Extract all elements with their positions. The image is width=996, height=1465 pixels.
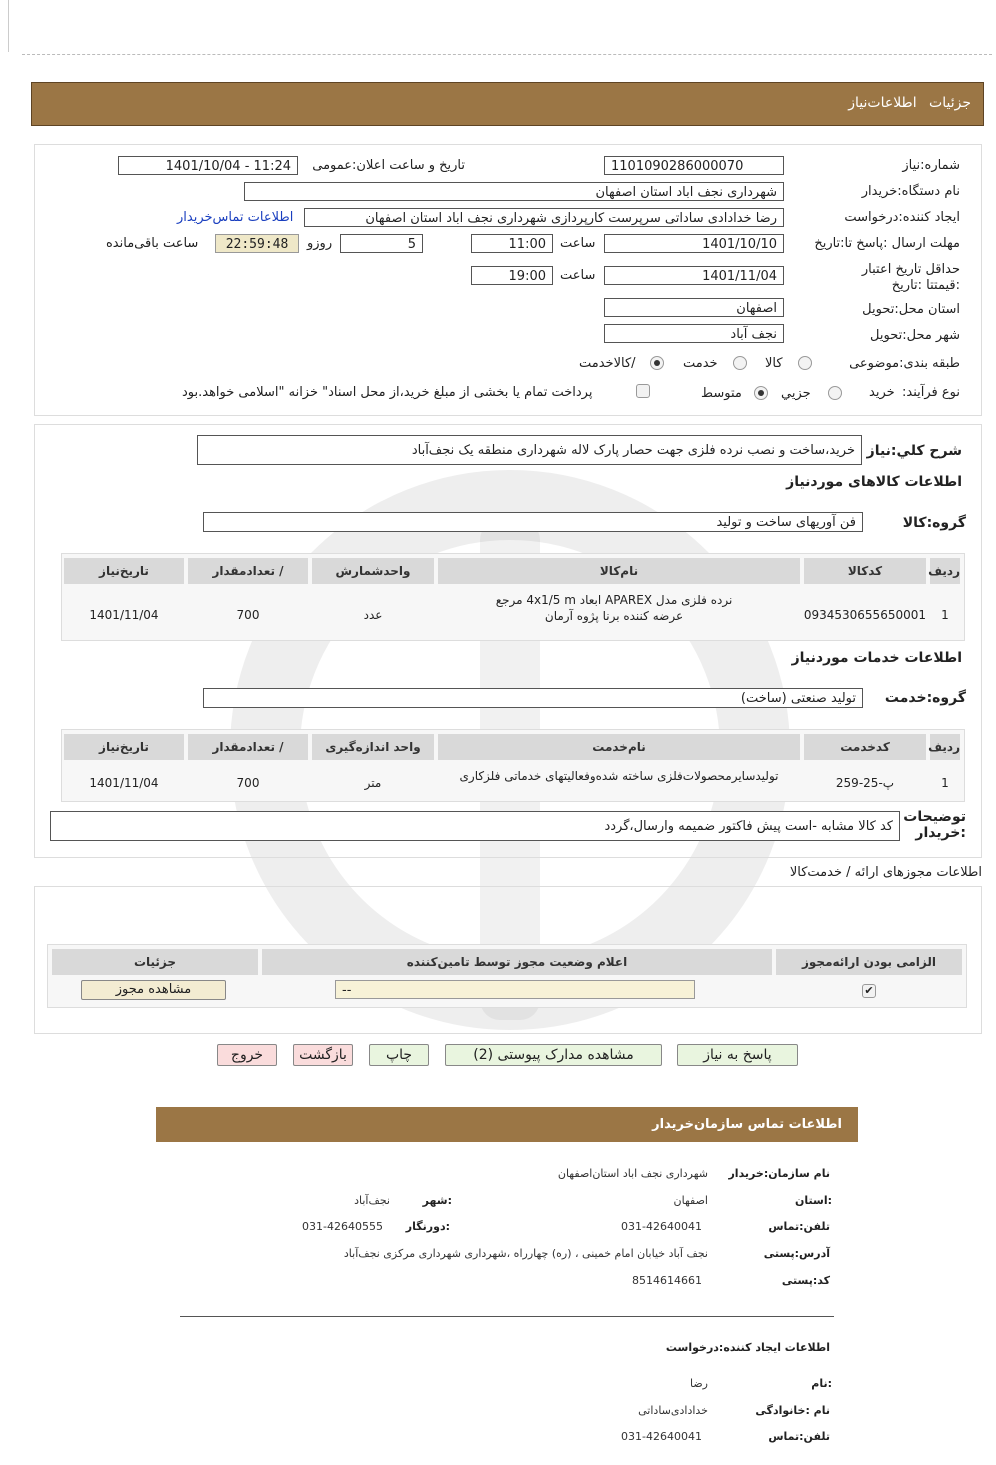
services-cell-row: 1 (941, 776, 949, 790)
buyer-org-field: شهرداری نجف اباد استان اصفهان (244, 182, 784, 201)
category-service-label: خدمت (683, 356, 718, 371)
contact-org-value: شهرداری نجف اباد استان‌اصفهان (557, 1167, 708, 1180)
process-minor-radio[interactable] (828, 386, 842, 400)
creator-name-value: رضا (689, 1377, 708, 1390)
services-col-date: تاریخ‌نیاز (64, 734, 184, 760)
reply-button[interactable]: پاسخ به نیاز (677, 1044, 798, 1066)
category-service-radio[interactable] (733, 356, 747, 370)
treasury-payment-checkbox[interactable] (636, 384, 650, 398)
process-medium-label: متوسط (701, 386, 742, 401)
days-label: روزو (307, 236, 333, 251)
contact-header-title: اطلاعات تماس سازمان‌خریدار (652, 1117, 842, 1132)
contact-city-label: :شهر (422, 1194, 452, 1207)
goods-cell-unit: عدد (363, 608, 383, 622)
goods-cell-code: 0934530655650001 (803, 608, 926, 622)
validity-date-field: 1401/11/04 (604, 266, 784, 285)
days-field: 5 (340, 234, 423, 253)
contact-province-value: اصفهان (673, 1194, 708, 1207)
category-goods-radio[interactable] (798, 356, 812, 370)
validity-label: حداقل تاریخ اعتبار :قیمتتا :تاریخ (861, 262, 960, 293)
top-divider (22, 54, 992, 55)
contact-phone-value: 031-42640041 (621, 1220, 702, 1233)
requester-label: ایجاد کننده:درخواست (844, 210, 960, 225)
services-col-name: نام‌خدمت (438, 734, 800, 760)
contact-phone-label: تلفن:تماس (768, 1220, 830, 1233)
contact-fax-label: :دورنگار (405, 1220, 450, 1233)
contact-fax-value: 031-42640555 (302, 1220, 383, 1233)
contact-postal-value: 8514614661 (632, 1274, 702, 1287)
services-col-qty: / تعدادمقدار (188, 734, 308, 760)
permits-table (47, 944, 967, 1008)
services-cell-code: پ-25-259 (835, 776, 895, 790)
buyer-contact-link[interactable]: اطلاعات تماس‌خریدار (177, 210, 294, 225)
requester-field: رضا خدادادی ساداتی سرپرست کارپردازی شهرداری نجف اباد استان اصفهان (304, 208, 784, 227)
validity-hour-label: ساعت (560, 268, 596, 283)
tab-need-info[interactable]: اطلاعات‌نیاز (848, 95, 917, 111)
left-edge-line (8, 0, 9, 52)
contact-org-label: نام سازمان:خریدار (728, 1167, 830, 1180)
category-both-label: /کالاخدمت (579, 356, 636, 371)
buyer-notes-label: توضیحات :خریدار (903, 809, 966, 841)
view-permit-button[interactable]: مشاهده مجوز (81, 980, 226, 1000)
validity-hour-field: 19:00 (471, 266, 553, 285)
deadline-date-field: 1401/10/10 (604, 234, 784, 253)
services-group-field: تولید صنعتی (ساخت) (203, 688, 863, 708)
announce-field: 1401/10/04 - 11:24 (118, 156, 298, 175)
contact-address-label: آدرس:پستی (763, 1247, 830, 1260)
tab-details[interactable]: جزئیات (929, 95, 971, 111)
creator-phone-label: تلفن:تماس (768, 1430, 830, 1443)
creator-phone-value: 031-42640041 (621, 1430, 702, 1443)
services-col-code: کدخدمت (804, 734, 926, 760)
creator-name-label: :نام (811, 1377, 832, 1390)
deadline-hour-label: ساعت (560, 236, 596, 251)
contact-city-value: نجف‌آباد (354, 1194, 390, 1207)
city-field: نجف آباد (604, 324, 784, 343)
description-field: خرید،ساخت و نصب نرده فلزی جهت حصار پارک لاله شهرداری منطقه یک نجف‌آباد (197, 435, 862, 465)
goods-col-code: کدکالا (804, 558, 926, 584)
permits-title: اطلاعات مجوزهای ارائه / خدمت‌کالا (789, 865, 982, 880)
services-cell-date: 1401/11/04 (89, 776, 159, 790)
goods-col-date: تاریخ‌نیاز (64, 558, 184, 584)
goods-table (61, 553, 965, 641)
services-cell-qty: 700 (236, 776, 260, 790)
services-title: اطلاعات خدمات مورد‌نیاز (791, 650, 962, 666)
attachments-button[interactable]: مشاهده مدارک پیوستی (2) (445, 1044, 662, 1066)
goods-col-unit: واحدشمارش (312, 558, 434, 584)
permit-required-checkbox: ✔ (862, 984, 876, 998)
description-label: شرح کلي:نیاز (866, 443, 962, 459)
category-label: طبقه بندی:موضوعی (849, 356, 960, 371)
goods-col-name: نام‌کالا (438, 558, 800, 584)
contact-divider (180, 1316, 834, 1317)
contact-postal-label: کد:پستی (781, 1274, 830, 1287)
goods-group-field: فن آوریهای ساخت و تولید (203, 512, 863, 532)
province-field: اصفهان (604, 298, 784, 317)
goods-col-row: ردیف (930, 558, 960, 584)
remaining-label: ساعت باقی‌مانده (106, 236, 199, 251)
process-label: نوع فرآیند: (902, 385, 960, 400)
permits-col-required: الزامی بودن ارائه‌مجوز (776, 949, 962, 975)
services-table (61, 729, 965, 802)
services-col-unit: واحد اندازه‌گیری (312, 734, 434, 760)
treasury-payment-note: پرداخت تمام یا بخشی از مبلغ خرید،از محل اسناد" خزانه "اسلامی خواهد.بود (182, 385, 593, 400)
city-label: شهر محل:تحویل (870, 328, 960, 343)
goods-cell-date: 1401/11/04 (89, 608, 159, 622)
goods-col-qty: / تعدادمقدار (188, 558, 308, 584)
services-group-label: گروه:خدمت (884, 690, 966, 706)
permits-col-status: اعلام وضعیت مجوز توسط تامین‌کننده (262, 949, 772, 975)
goods-cell-row: 1 (941, 608, 949, 622)
permits-col-details: جزئیات (52, 949, 258, 975)
exit-button[interactable]: خروج (217, 1044, 277, 1066)
buyer-org-label: نام دستگاه:خریدار (861, 184, 960, 199)
goods-cell-name: نرده فلزی مدل APAREX ابعاد 4x1/5 m مرجع عرضه کننده برنا پژوه آرمان (495, 593, 733, 623)
creator-family-value: خدادادی‌ساداتی (638, 1404, 708, 1417)
province-label: استان محل:تحویل (862, 302, 960, 317)
process-buy-text: خرید (869, 385, 895, 400)
deadline-hour-field: 11:00 (471, 234, 553, 253)
process-minor-label: جزیي (781, 386, 811, 401)
print-button[interactable]: چاپ (369, 1044, 429, 1066)
remaining-timer: 22:59:48 (215, 234, 299, 253)
announce-label: تاریخ و ساعت اعلان:عمومی (312, 158, 465, 173)
category-both-radio[interactable] (650, 356, 664, 370)
need-number-label: شماره:نیاز (902, 158, 960, 173)
contact-header (156, 1107, 858, 1142)
services-cell-unit: متر (364, 776, 382, 790)
goods-title: اطلاعات کالاهای مورد‌نیاز (786, 474, 962, 490)
creator-family-label: نام :خانوادگی (755, 1404, 830, 1417)
buyer-notes-field: کد کالا مشابه -است پیش فاکتور ضمیمه وارسال،گردد (50, 811, 900, 841)
goods-cell-qty: 700 (236, 608, 260, 622)
category-goods-label: کالا (765, 356, 783, 371)
goods-group-label: گروه:کالا (902, 515, 966, 531)
services-col-row: ردیف (930, 734, 960, 760)
process-medium-radio[interactable] (754, 386, 768, 400)
need-number-field: 1101090286000070 (604, 156, 784, 175)
permit-status-field[interactable]: -- (335, 980, 695, 999)
deadline-label: مهلت ارسال :پاسخ تا:تاریخ (814, 236, 960, 251)
services-cell-name: تولیدسایرمحصولات‌فلزی ساخته شده‌وفعالیتهای خدماتی فلزکاری (459, 769, 779, 783)
back-button[interactable]: بازگشت (293, 1044, 353, 1066)
contact-province-label: :استان (795, 1194, 832, 1207)
tabs-header (31, 82, 984, 126)
creator-title: اطلاعات ایجاد کننده:درخواست (665, 1341, 830, 1354)
contact-address-value: نجف آباد خیابان امام خمینی ، (ره) چهارراه ،شهرداری شهرداری مرکزی نجف‌آباد (343, 1247, 708, 1260)
